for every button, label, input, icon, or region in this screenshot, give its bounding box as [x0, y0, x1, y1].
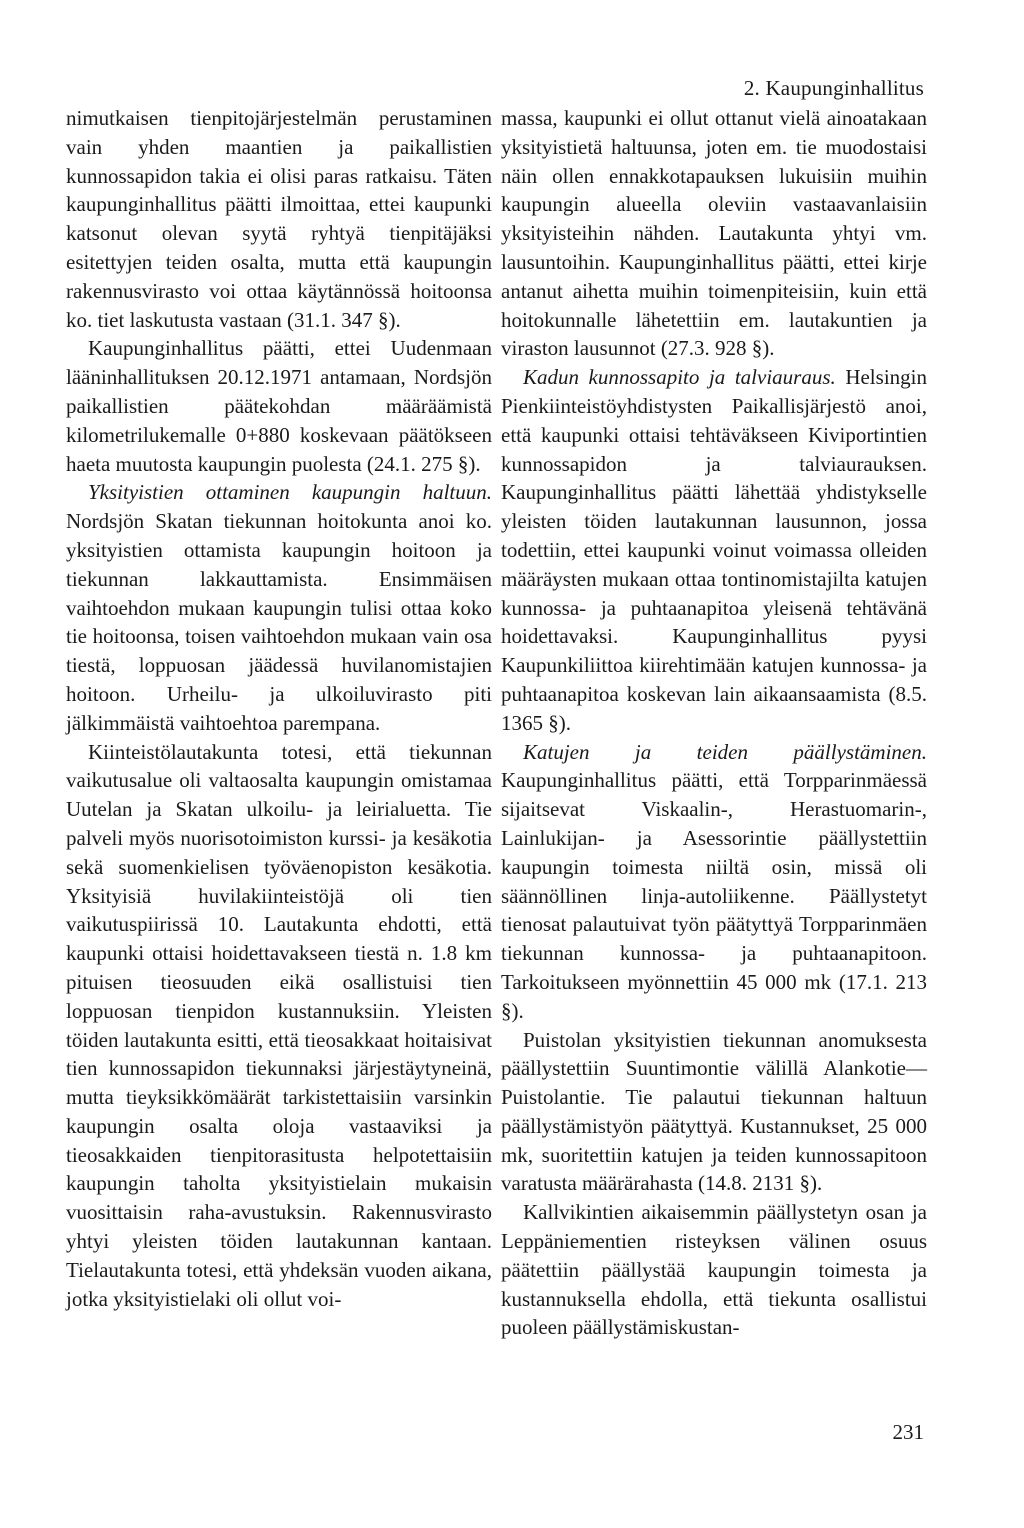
paragraph-text: Kaupunginhallitus päätti, ettei Uudenmaan lääninhallituksen 20.12.1971 antamaan, Nordsjön paikallistien päätekohdan määräämistä kilometrilukemalle 0+880 koskevaan päätökseen haeta muutosta kaupungin puolesta (24.1. 275 §). — [66, 336, 492, 476]
running-head: 2. Kaupunginhallitus — [743, 76, 924, 100]
paragraph — [66, 104, 492, 334]
right-column — [501, 104, 927, 1342]
paragraph-text: Kiinteistölautakunta totesi, että tiekunnan vaikutusalue oli valtaosalta kaupungin omistamaa Uutelan ja Skatan ulkoilu- ja leirialuetta. Tie palveli myös nuorisotoimiston kurssi- ja kesäkotia sekä suomenkielisen työväenopiston kesäkotia. Yksityisiä huvilakiinteistöjä oli tien vaikutuspiirissä 10. Lautakunta ehdotti, että kaupunki ottaisi hoidettavakseen tiestä n. 1.8 km pituisen tieosuuden eikä osallistuisi tien loppuosan tienpidon kustannuksiin. Yleisten töiden lautakunta esitti, että tieosakkaat hoitaisivat tien kunnossapidon tiekunnaksi järjestäytyneinä, mutta tieyksikkömäärät tarkistettaisiin varsinkin kaupungin osalta oloja vastaaviksi ja tieosakkaiden tienpitorasitusta helpotettaisiin kaupungin taholta yksityistielain mukaisin vuosittaisin raha-avustuksin. Rakennusvirasto yhtyi yleisten töiden lautakunnan kantaan. Tielautakunta totesi, että yhdeksän vuoden aikana, jotka yksityistielaki oli ollut voi- — [66, 739, 492, 1311]
section-heading: Kadun kunnossapito ja talviauraus. — [523, 365, 836, 390]
section-heading: Katujen ja teiden päällystäminen. — [523, 739, 927, 764]
paragraph — [66, 738, 492, 1314]
paragraph-text: Nordsjön Skatan tiekunnan hoitokunta anoi ko. yksityistien ottamista kaupungin hoitoon ja tiekunnan lakkauttamista. Ensimmäisen vaihtoehdon mukaan kaupungin tulisi ottaa koko tie hoitoonsa, toisen vaihtoehdon mukaan vain osa tiestä, loppuosan jäädessä huvilanomistajien hoitoon. Urheilu- ja ulkoiluvirasto piti jälkimmäistä vaihtoehtoa parempana. — [66, 509, 492, 735]
paragraph — [501, 363, 927, 737]
paragraph — [501, 1198, 927, 1342]
section-heading: Yksityistien ottaminen kaupungin haltuun. — [88, 480, 492, 505]
paragraph-text: Helsingin Pienkiinteistöyhdistysten Paikallisjärjestö anoi, että kaupunki ottaisi tehtäväkseen Kiviportintien kunnossapidon ja talviaurauksen. Kaupunginhallitus päätti lähettää yhdistykselle yleisten töiden lautakunnan lausunnon, jossa todettiin, ettei kaupunki voinut voimassa olleiden määräysten mukaan ottaa tontinomistajilta katujen kunnossa- ja puhtaanapitoa yleisenä tehtävänä hoidettavaksi. Kaupunginhallitus pyysi Kaupunkiliittoa kiirehtimään katujen kunnossa- ja puhtaanapitoa koskevan lain aikaansaamista (8.5. 1365 §). — [501, 365, 927, 735]
paragraph — [501, 104, 927, 363]
paragraph-text: massa, kaupunki ei ollut ottanut vielä ainoatakaan yksityistietä haltuunsa, joten em. tie muodostaisi näin ollen ennakkotapauksen lukuisiin muihin kaupungin alueella oleviin vastaavanlaisiin yksityisteihin nähden. Lautakunta yhtyi vm. lausuntoihin. Kaupunginhallitus päätti, ettei kirje antanut aihetta muihin toimenpiteisiin, kuin että hoitokunnalle lähetettiin em. lautakuntien ja viraston lausunnot (27.3. 928 §). — [501, 106, 927, 361]
paragraph-text: Kaupunginhallitus päätti, että Torpparinmäessä sijaitsevat Viskaalin-, Herastuomarin-, Lainlukijan- ja Asessorintie päällystettiin kaupungin toimesta niiltä osin, missä oli säännöllinen linja-autoliikenne. Päällystetyt tienosat palautuivat työn päätyttyä Torpparinmäen tiekunnan kunnossa- ja puhtaanapitoon. Tarkoitukseen myönnettiin 45 000 mk (17.1. 213 §). — [501, 768, 927, 1023]
paragraph-text: nimutkaisen tienpitojärjestelmän perustaminen vain yhden maantien ja paikallistien kunnossapidon takia ei olisi paras ratkaisu. Täten kaupunginhallitus päätti ilmoittaa, ettei kaupunki katsonut olevan syytä ryhtyä tienpitäjäksi esitettyjen teiden osalta, mutta että kaupungin rakennusvirasto voi ottaa käytännössä hoitoonsa ko. tiet laskutusta vastaan (31.1. 347 §). — [66, 106, 492, 332]
paragraph — [501, 1026, 927, 1199]
paragraph-text: Puistolan yksityistien tiekunnan anomuksesta päällystettiin Suuntimontie välillä Alankotie—Puistolantie. Tie palautui tiekunnan haltuun päällystämistyön päätyttyä. Kustannukset, 25 000 mk, suoritettiin katujen ja teiden kunnossapitoon varatusta määrärahasta (14.8. 2131 §). — [501, 1027, 927, 1196]
left-column — [66, 104, 492, 1313]
paragraph — [501, 738, 927, 1026]
paragraph-text: Kallvikintien aikaisemmin päällystetyn osan ja Leppäniementien risteyksen välinen osuus päätettiin päällystää kaupungin toimesta ja kustannuksella ehdolla, että tiekunta osallistui puoleen päällystämiskustan- — [501, 1200, 927, 1340]
paragraph — [66, 478, 492, 737]
paragraph — [66, 334, 492, 478]
page-number: 231 — [892, 1420, 924, 1444]
